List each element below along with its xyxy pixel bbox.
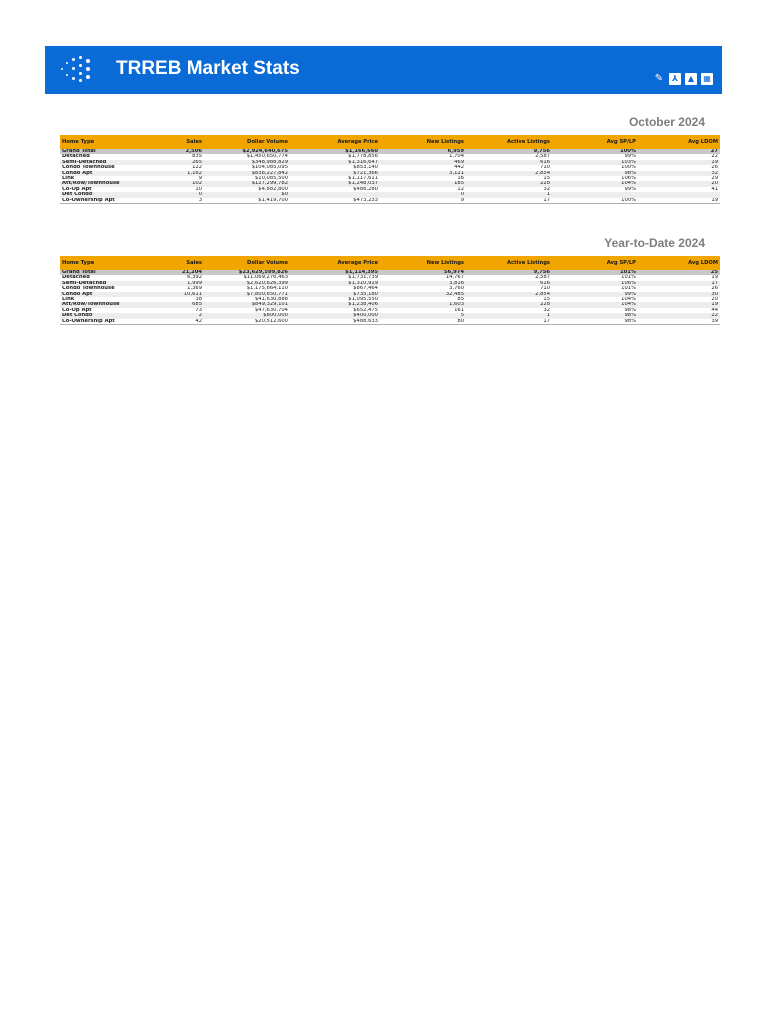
home-type-cell: Grand Total [60, 149, 142, 154]
table-cell: $1,095,550 [348, 297, 378, 303]
table-cell: 104% [621, 297, 636, 303]
table-cell: $1,731,739 [348, 275, 378, 281]
table-cell: $1,419,700 [204, 198, 290, 204]
table-cell: 106% [621, 176, 636, 182]
table-cell: 100% [552, 149, 638, 154]
table-cell: $473,233 [290, 198, 380, 204]
table-cell: 30 [638, 292, 720, 297]
table-cell: 101% [621, 275, 636, 281]
table-cell: 99% [552, 292, 638, 297]
table-cell: 85 [457, 297, 464, 303]
column-header[interactable]: Active Listings [466, 135, 552, 149]
table-cell: 98% [552, 313, 638, 318]
table-cell: 1,162 [142, 171, 204, 176]
column-header[interactable]: Average Price [290, 256, 380, 270]
app-header [45, 46, 722, 94]
home-type-cell: Det Condo [60, 313, 142, 318]
table-cell: 39 [638, 319, 720, 325]
table-cell: 73 [195, 307, 202, 313]
home-type-cell: Co-Ownership Apt [60, 319, 142, 325]
column-header[interactable]: Avg LDOM [638, 256, 720, 270]
table-cell: 228 [466, 302, 552, 307]
section-title-october: October 2024 [628, 115, 705, 129]
table-cell: 442 [454, 165, 464, 171]
table-cell: 98% [552, 319, 638, 325]
table-cell: $1,316,647 [290, 160, 380, 165]
pencil-icon[interactable]: ✎ [654, 73, 664, 84]
column-header[interactable]: Home Type [60, 135, 142, 149]
home-type-cell: Condo Apt [60, 292, 142, 297]
table-cell: $2,620,626,399 [204, 281, 290, 286]
table-cell: 99% [624, 154, 636, 160]
table-cell: 22 [638, 313, 720, 318]
table-row [60, 319, 720, 325]
table-cell: 228 [466, 181, 552, 186]
table-cell: 102 [142, 181, 204, 186]
table-cell: 32 [543, 186, 550, 192]
table-cell: $400,000 [290, 313, 380, 318]
table-cell: 10,611 [142, 292, 204, 297]
table-cell: 10 [195, 186, 202, 192]
table-cell: 2,854 [466, 171, 552, 176]
home-type-cell: Att/Row/Townhouse [60, 302, 142, 307]
table-cell: 12 [457, 186, 464, 192]
trreb-logo [59, 56, 95, 84]
column-header[interactable]: Home Type [60, 256, 142, 270]
table-cell: $1,114,395 [290, 270, 380, 275]
table-cell: 9 [198, 176, 202, 182]
table-cell: $853,140 [353, 165, 378, 171]
table-cell: 98% [552, 171, 638, 176]
table-cell: $735,180 [290, 292, 380, 297]
table-cell: $1,117,611 [348, 176, 378, 182]
toolbar [653, 73, 713, 85]
table-cell: 15 [543, 176, 550, 182]
column-header[interactable]: New Listings [380, 135, 466, 149]
home-type-cell: Detached [62, 154, 90, 160]
table-cell: $0 [204, 192, 290, 197]
table-cell: 22 [711, 154, 718, 160]
table-header-row [60, 256, 720, 270]
table-cell: 16 [457, 176, 464, 182]
table-cell: $1,450,650,774 [246, 154, 288, 160]
table-cell: 1,999 [142, 281, 204, 286]
table-cell: 835 [192, 154, 202, 160]
table-cell: 122 [192, 165, 202, 171]
table-cell: 2 [142, 313, 204, 318]
table-cell: 265 [142, 160, 204, 165]
table-cell: 101% [552, 270, 638, 275]
home-type-cell: Link [62, 176, 75, 182]
table-cell: 104% [552, 181, 638, 186]
table-cell: 98% [624, 307, 636, 313]
table-cell: 3,760 [449, 286, 464, 292]
column-header[interactable]: Sales [142, 135, 204, 149]
table-cell: $4,882,800 [258, 186, 288, 192]
table-cell: 101% [621, 286, 636, 292]
table-cell: 42 [142, 319, 204, 325]
table-cell: 26 [711, 165, 718, 171]
column-header[interactable]: New Listings [380, 256, 466, 270]
home-type-cell: Co-Op Apt [62, 186, 92, 192]
table-cell: 29 [711, 176, 718, 182]
table-cell: $1,778,856 [348, 154, 378, 160]
column-header[interactable]: Dollar Volume [204, 256, 290, 270]
table-cell: $1,238,406 [290, 302, 380, 307]
table-cell: 20 [711, 297, 718, 303]
table-cell: 1 [466, 192, 552, 197]
table-cell: 21,204 [142, 270, 204, 275]
table-cell: $47,630,704 [254, 307, 288, 313]
table-cell: $104,085,095 [251, 165, 288, 171]
table-cell: 41 [711, 186, 718, 192]
table-cell: 3 [142, 198, 204, 204]
home-type-cell: Condo Apt [60, 171, 142, 176]
table-cell: 14,767 [445, 275, 464, 281]
table-cell: 32 [543, 307, 550, 313]
table-icon[interactable]: ▦ [701, 73, 713, 85]
table-cell: $2,924,640,675 [204, 149, 290, 154]
table-cell: 103% [552, 160, 638, 165]
table-cell: $1,248,037 [290, 181, 380, 186]
table-cell: 17 [466, 198, 552, 204]
table-cell: $1,166,660 [290, 149, 380, 154]
home-type-cell: Link [62, 297, 75, 303]
table-header-row [60, 135, 720, 149]
column-header[interactable]: Average Price [290, 135, 380, 149]
column-header[interactable]: Avg SP/LP [552, 256, 638, 270]
table-cell: 0 [142, 192, 204, 197]
table-cell: $800,000 [204, 313, 290, 318]
table-cell: 17 [466, 319, 552, 325]
table-cell: $652,475 [353, 307, 378, 313]
home-type-cell: Detached [62, 275, 90, 281]
table-cell: 19 [638, 198, 720, 204]
table-cell: 0 [380, 192, 466, 197]
table-cell: 100% [552, 198, 638, 204]
column-header[interactable]: Active Listings [466, 256, 552, 270]
table-cell: $23,629,599,826 [204, 270, 290, 275]
table-cell: 99% [624, 186, 636, 192]
stats-table-ytd [60, 256, 720, 325]
table-cell: 2,587 [535, 275, 550, 281]
table-cell: 6,959 [380, 149, 466, 154]
table-cell: $721,366 [290, 171, 380, 176]
table-cell: 1,603 [380, 302, 466, 307]
table-cell: $488,633 [290, 319, 380, 325]
home-type-cell: Semi-Detached [60, 281, 142, 286]
table-cell: 17 [638, 281, 720, 286]
table-cell: 100% [621, 165, 636, 171]
table-cell: 80 [380, 319, 466, 325]
table-cell: $11,069,276,463 [243, 275, 288, 281]
table-cell: 2,506 [142, 149, 204, 154]
table-cell: $41,630,888 [254, 297, 288, 303]
table-cell: 32,485 [380, 292, 466, 297]
table-cell: $488,280 [353, 186, 378, 192]
table-cell: 3,121 [380, 171, 466, 176]
table-cell: $1,310,919 [290, 281, 380, 286]
app-title: TRREB Market Stats [116, 58, 300, 79]
table-cell: 106% [552, 281, 638, 286]
home-type-cell: Co-Ownership Apt [60, 198, 142, 204]
pdf-icon[interactable]: ⅄ [669, 73, 681, 85]
table-cell: 2,854 [466, 292, 552, 297]
table-cell: $838,227,842 [204, 171, 290, 176]
table-cell: 20 [638, 181, 720, 186]
column-header[interactable]: Avg LDOM [638, 135, 720, 149]
stats-table-october [60, 135, 720, 204]
table-cell: $849,329,101 [204, 302, 290, 307]
home-type-cell: Det Condo [60, 192, 142, 197]
table-cell: 25 [638, 270, 720, 275]
table-cell: 9,756 [466, 270, 552, 275]
section-title-ytd: Year-to-Date 2024 [604, 236, 705, 250]
table-cell: 32 [638, 171, 720, 176]
table-cell: 1,704 [449, 154, 464, 160]
table-cell: 19 [711, 275, 718, 281]
table-cell: 19 [638, 302, 720, 307]
table-cell: 710 [540, 286, 550, 292]
table-cell: 5 [380, 313, 466, 318]
home-type-cell: Condo Townhouse [62, 165, 115, 171]
table-cell: 27 [638, 149, 720, 154]
table-cell: 38 [195, 297, 202, 303]
image-icon[interactable]: ▲ [685, 73, 697, 85]
table-cell: $867,464 [353, 286, 378, 292]
table-cell: 616 [466, 160, 552, 165]
table-cell: 1,369 [187, 286, 202, 292]
column-header[interactable]: Sales [142, 256, 204, 270]
table-cell: 710 [540, 165, 550, 171]
table-cell: $127,299,782 [204, 181, 290, 186]
table-cell: 6,392 [187, 275, 202, 281]
table-cell: 161 [454, 307, 464, 313]
table-row [60, 198, 720, 204]
table-cell: 469 [380, 160, 466, 165]
table-cell: $20,512,600 [204, 319, 290, 325]
table-cell: $7,800,650,771 [204, 292, 290, 297]
table-cell: 9,756 [466, 149, 552, 154]
home-type-cell: Co-Op Apt [62, 307, 92, 313]
home-type-cell: Semi-Detached [60, 160, 142, 165]
table-cell: 616 [466, 281, 552, 286]
table-cell: 1 [466, 313, 552, 318]
table-cell: 185 [380, 181, 466, 186]
table-cell: 685 [142, 302, 204, 307]
table-cell: 3,816 [380, 281, 466, 286]
column-header[interactable]: Dollar Volume [204, 135, 290, 149]
table-cell: 44 [711, 307, 718, 313]
table-cell: $1,175,664,110 [246, 286, 288, 292]
home-type-cell: Grand Total [60, 270, 142, 275]
column-header[interactable]: Avg SP/LP [552, 135, 638, 149]
home-type-cell: Condo Townhouse [62, 286, 115, 292]
table-cell: 26 [711, 286, 718, 292]
table-cell: 2,587 [535, 154, 550, 160]
table-cell: 9 [380, 198, 466, 204]
home-type-cell: Att/Row/Townhouse [60, 181, 142, 186]
table-cell: $348,988,829 [204, 160, 290, 165]
table-cell: 15 [543, 297, 550, 303]
table-cell: 56,974 [380, 270, 466, 275]
table-cell: $10,085,500 [254, 176, 288, 182]
table-cell: 104% [552, 302, 638, 307]
table-cell: 19 [638, 160, 720, 165]
